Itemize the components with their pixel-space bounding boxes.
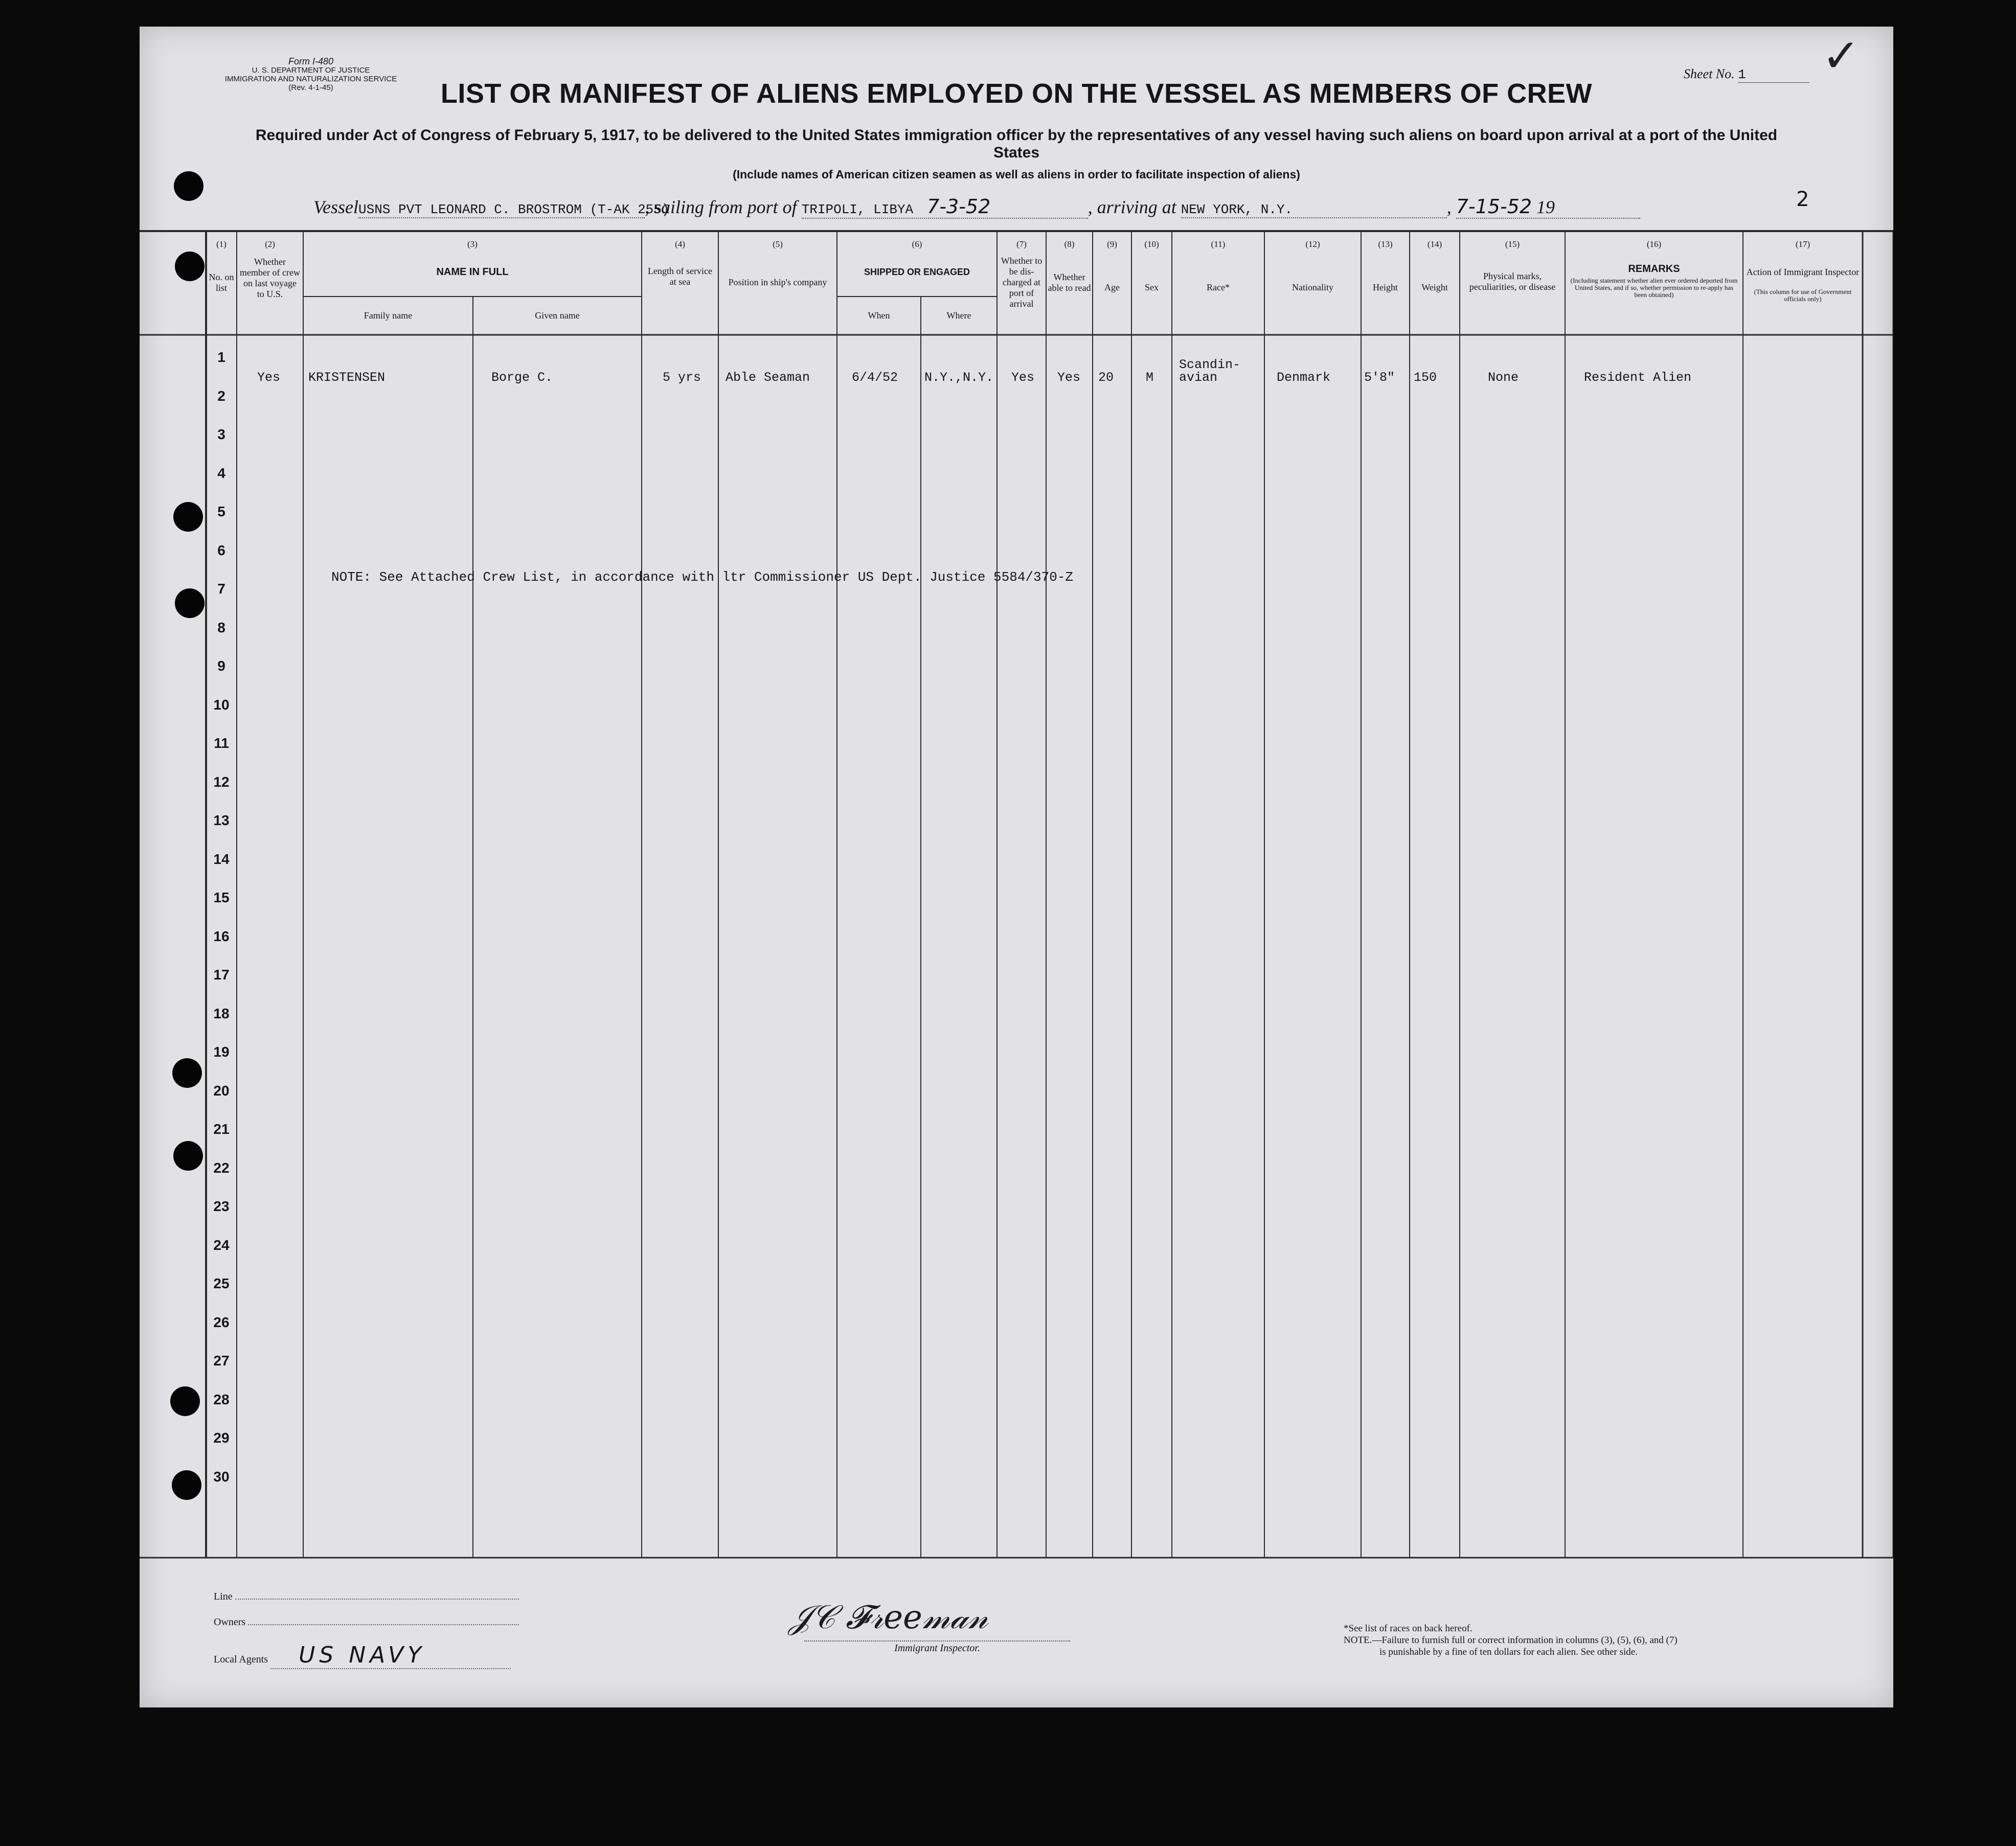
row-number: 14: [213, 851, 230, 867]
row-number: 1: [217, 349, 225, 365]
entry-able-to-read: Yes: [1057, 370, 1081, 385]
col13-header: Height: [1373, 282, 1398, 292]
row-number: 26: [213, 1314, 230, 1330]
page-instruction: (Include names of American citizen seamen as well as aliens in order to facilitate inspection of aliens): [733, 168, 1300, 181]
col16-subheader: (Including statement whether alien ever ordered deported from United States, and if so, whether permission to re-apply has been obtained): [1570, 277, 1738, 299]
row-number: 6: [217, 542, 225, 558]
races-note: *See list of races on back hereof.: [1344, 1623, 1473, 1634]
row-number: 18: [213, 1005, 230, 1021]
vessel-line: VesselUSNS PVT LEONARD C. BROSTROM (T-AK 255), sailing from port of TRIPOLI, LIBYA 7-3-52 , arriving at NEW YORK, N.Y. , 7-15-52 19: [313, 195, 1847, 219]
col8-header: Whether able to read: [1048, 272, 1091, 293]
col11-header: Race*: [1207, 282, 1230, 292]
entry-remarks: Resident Alien: [1584, 370, 1692, 385]
col7-number: (7): [1016, 239, 1027, 249]
col15-number: (15): [1505, 239, 1520, 249]
vessel-label: Vessel: [313, 197, 358, 217]
owners-label: Owners: [214, 1616, 246, 1628]
col17-subheader: (This column for use of Government officials only): [1754, 288, 1852, 303]
entry-race-line2: avian: [1179, 370, 1218, 385]
sailing-label: , sailing from port of: [644, 197, 797, 217]
page-title: LIST OR MANIFEST OF ALIENS EMPLOYED ON THE VESSEL AS MEMBERS OF CREW: [440, 78, 1593, 109]
col15-header: Physical marks, peculiarities, or disease: [1469, 271, 1556, 292]
entry-discharged: Yes: [1011, 370, 1035, 385]
year-label: 19: [1536, 197, 1555, 217]
row-number: 22: [213, 1159, 230, 1176]
entry-service-length: 5 yrs: [663, 370, 701, 385]
col5-number: (5): [773, 239, 783, 249]
col16-header: REMARKS: [1628, 263, 1680, 275]
punch-hole: [172, 1058, 202, 1088]
arrival-date: 7-15-52: [1456, 195, 1532, 218]
row-number: 29: [213, 1430, 230, 1446]
manifest-sheet: [140, 27, 1893, 1707]
row-number: 16: [213, 928, 230, 944]
row-number: 27: [213, 1353, 230, 1369]
row-number: 30: [213, 1468, 230, 1485]
footer-owners: [214, 1616, 519, 1628]
row-number: 2: [217, 388, 225, 404]
row-number: 13: [213, 812, 230, 828]
arriving-port: NEW YORK, N.Y.: [1181, 202, 1447, 218]
vessel-name: USNS PVT LEONARD C. BROSTROM (T-AK 255): [358, 202, 670, 217]
agents-label: Local Agents: [214, 1654, 268, 1665]
col14-number: (14): [1427, 239, 1442, 249]
entry-height: 5'8": [1364, 370, 1395, 385]
row-number: 11: [214, 735, 229, 751]
col12-number: (12): [1305, 239, 1320, 249]
entry-age: 20: [1098, 370, 1114, 385]
form-service: IMMIGRATION AND NATURALIZATION SERVICE: [224, 75, 397, 83]
col1-header: No. on list: [209, 272, 234, 293]
inspector-label: Immigrant Inspector.: [804, 1640, 1070, 1654]
col11-number: (11): [1211, 239, 1226, 249]
col10-header: Sex: [1145, 282, 1159, 292]
row-number: 9: [217, 658, 225, 674]
entry-race-line1: Scandin-: [1179, 357, 1241, 372]
col5-header: Position in ship's company: [728, 277, 827, 287]
line-label: Line: [214, 1591, 233, 1602]
entry-family-name: KRISTENSEN: [308, 370, 386, 385]
col2-number: (2): [265, 239, 275, 249]
entry-shipped-where: N.Y.,N.Y.: [924, 370, 994, 385]
punch-hole: [174, 171, 203, 201]
row-number: 20: [213, 1082, 230, 1099]
row-number: 15: [213, 890, 230, 905]
col1-number: (1): [216, 239, 226, 249]
entry-position: Able Seaman: [726, 370, 810, 385]
sailing-date: 7-3-52: [927, 195, 991, 218]
col4-number: (4): [675, 239, 685, 249]
check-mark-icon: ✓: [1822, 29, 1861, 83]
row-number: 5: [217, 504, 225, 519]
col6-header: SHIPPED OR ENGAGED: [864, 267, 970, 277]
entry-last-voyage: Yes: [257, 370, 281, 385]
col16-number: (16): [1646, 239, 1662, 249]
row-number: 25: [213, 1275, 230, 1291]
punch-hole: [170, 1386, 200, 1416]
note-text-2: is punishable by a fine of ten dollars for each alien. See other side.: [1379, 1647, 1638, 1657]
sheet-label: Sheet No.: [1684, 66, 1735, 81]
note-label: NOTE.: [1344, 1635, 1372, 1646]
punch-hole: [175, 588, 205, 618]
note-text: —Failure to furnish full or correct information in columns (3), (5), (6), and (7): [1372, 1635, 1678, 1646]
row-number: 7: [217, 581, 225, 597]
col3-given-header: Given name: [535, 310, 580, 321]
col3-header: NAME IN FULL: [436, 266, 509, 278]
entry-nationality: Denmark: [1277, 370, 1331, 385]
col6-number: (6): [912, 239, 922, 249]
row-number: 28: [213, 1391, 230, 1407]
footer-note: [1344, 1623, 1678, 1658]
page-mark: 2: [1796, 188, 1809, 211]
col9-header: Age: [1104, 282, 1120, 292]
entry-sex: M: [1146, 370, 1154, 385]
col17-header: Action of Immigrant Inspector: [1746, 267, 1860, 277]
footer-agents: [214, 1642, 511, 1669]
col17-number: (17): [1795, 239, 1810, 249]
page-subtitle: Required under Act of Congress of February 5, 1917, to be delivered to the United States immigration officer by the representatives of any vessel having such aliens on board upon arrival at a port of the United States: [255, 127, 1778, 161]
col9-number: (9): [1107, 239, 1117, 249]
form-number: Form I-480: [288, 56, 334, 66]
entry-physical-marks: None: [1488, 370, 1519, 385]
col3-number: (3): [467, 239, 478, 249]
punch-hole: [172, 1470, 201, 1500]
entry-given-name: Borge C.: [491, 370, 553, 385]
punch-hole: [173, 502, 203, 532]
row-number: 24: [213, 1237, 230, 1253]
crew-list-note: NOTE: See Attached Crew List, in accordance with ltr Commissioner US Dept. Justice 5584/370-Z: [331, 569, 1074, 585]
sailing-port: TRIPOLI, LIBYA: [801, 202, 914, 217]
sheet-value: 1: [1738, 67, 1809, 83]
entry-shipped-when: 6/4/52: [852, 370, 898, 385]
row-number: 17: [213, 967, 230, 983]
form-revision: (Rev. 4-1-45): [288, 83, 333, 92]
form-department: U. S. DEPARTMENT OF JUSTICE: [252, 66, 370, 75]
col7-header: Whether to be dis-charged at port of arrival: [1001, 256, 1043, 309]
footer-line: [214, 1591, 519, 1603]
entry-weight: 150: [1414, 370, 1437, 385]
col14-header: Weight: [1421, 282, 1448, 292]
row-number: 19: [213, 1044, 230, 1060]
col4-header: Length of service at sea: [648, 266, 712, 287]
col13-number: (13): [1378, 239, 1393, 249]
col6-where-header: Where: [946, 310, 971, 321]
inspector-signature: 𝒥𝒞 𝓕𝓇𝑒𝑒𝓂𝒶𝓃: [789, 1599, 988, 1636]
row-number: 12: [213, 773, 230, 790]
row-number: 21: [213, 1121, 230, 1137]
punch-hole: [173, 1141, 203, 1171]
row-number: 10: [213, 696, 230, 713]
agents-value: US NAVY: [299, 1642, 426, 1668]
row-number: 4: [217, 465, 225, 481]
col10-number: (10): [1144, 239, 1159, 249]
col8-number: (8): [1064, 239, 1075, 249]
row-number: 3: [217, 426, 225, 442]
arriving-label: , arriving at: [1088, 197, 1176, 217]
row-number: 8: [217, 619, 225, 635]
col3-family-header: Family name: [364, 310, 413, 321]
col6-when-header: When: [868, 310, 890, 321]
punch-hole: [175, 252, 205, 281]
col2-header: Whether member of crew on last voyage to U.S.: [240, 257, 300, 299]
row-number: 23: [213, 1198, 230, 1214]
col12-header: Nationality: [1292, 282, 1333, 292]
